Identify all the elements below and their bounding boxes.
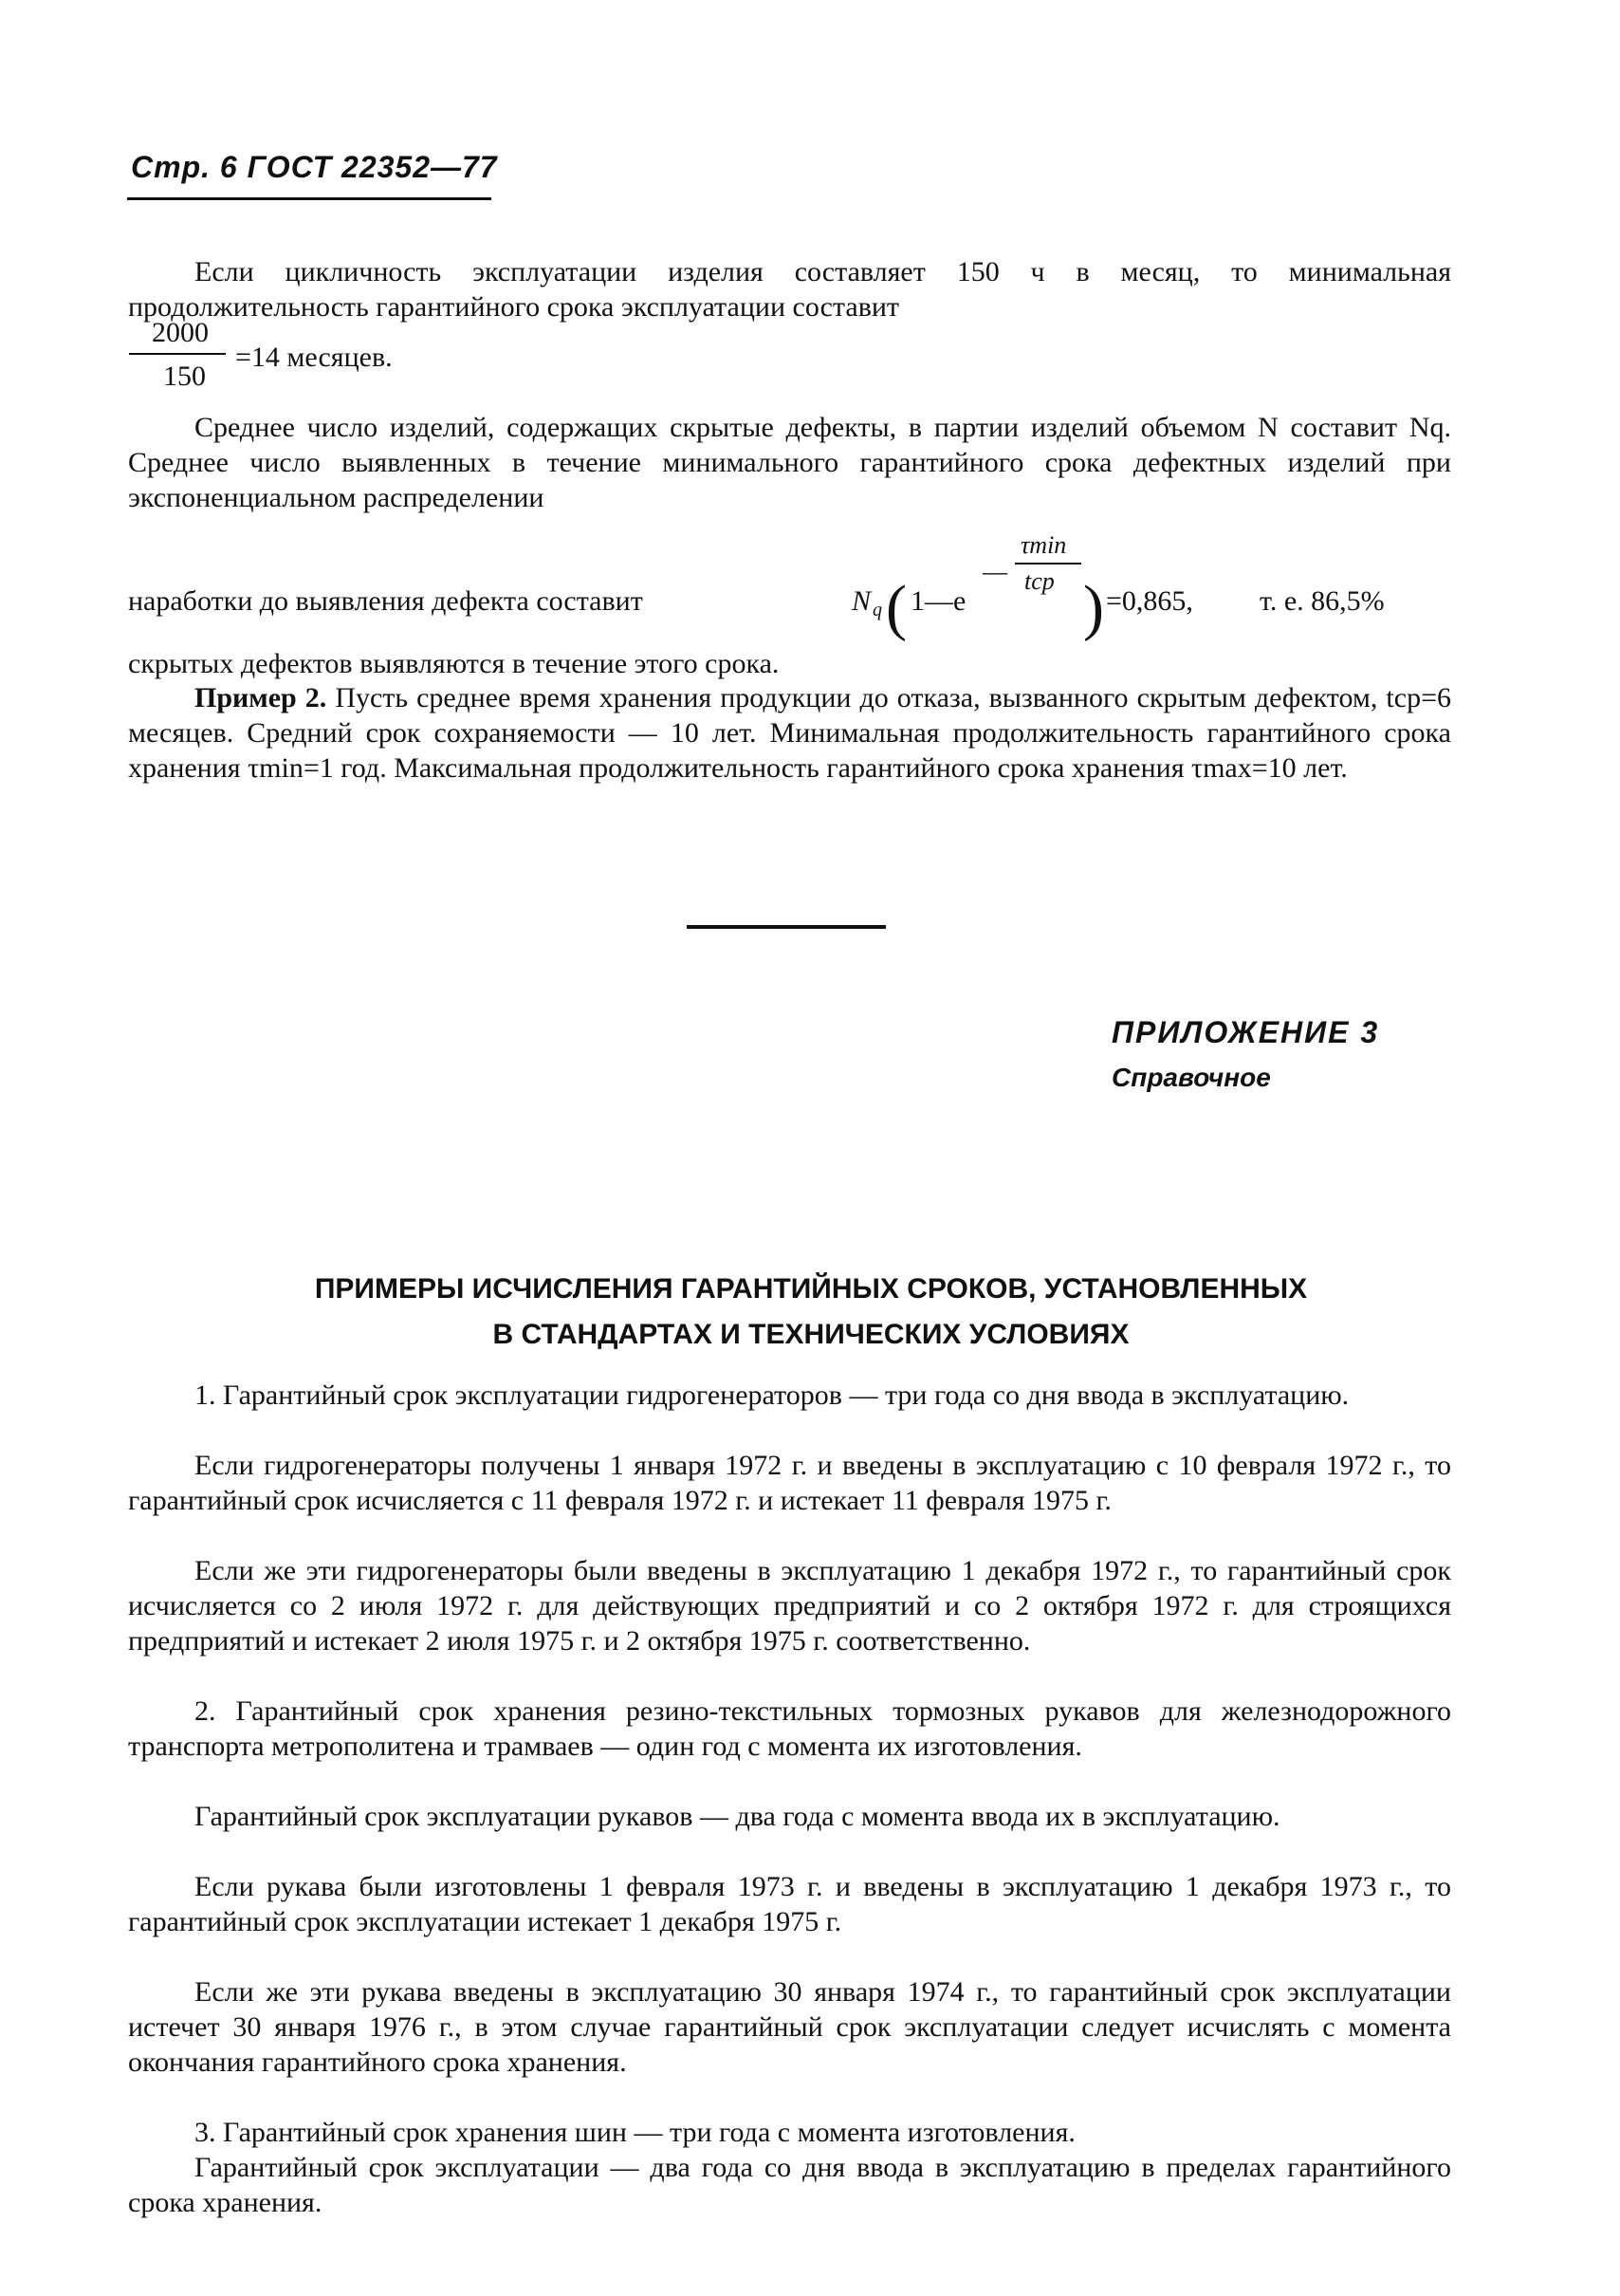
paragraph-example-2 <box>128 680 1451 786</box>
formula-n: N <box>852 585 872 617</box>
page-header: Стр. 6 ГОСТ 22352—77 <box>131 150 498 184</box>
formula-result: =0,865, <box>1106 585 1193 617</box>
formula-close-paren: ) <box>1083 573 1104 642</box>
item-2-example-a: Если рукава были изготовлены 1 февраля 1973 г. и введены в эксплуатацию 1 декабря 1973 г., то гарантийный срок эксплуатации истекает 1 декабря 1975 г. <box>128 1871 1451 1937</box>
formula-percent: т. е. 86,5% <box>1260 585 1385 617</box>
appendix-title: ПРИЛОЖЕНИЕ 3 <box>1112 1015 1380 1049</box>
paragraph-cyclicity: Если цикличность эксплуатации изделия составляет 150 ч в месяц, то минимальная продолжительность гарантийного срока эксплуатации составит <box>128 256 1451 323</box>
example-2-label: Пример 2. <box>194 682 327 713</box>
formula-tau-min: τmin <box>1021 531 1067 559</box>
header-rule <box>127 197 491 200</box>
fraction-result: =14 месяцев. <box>235 342 393 373</box>
item-1-example-a: Если гидрогенераторы получены 1 января 1972 г. и введены в эксплуатацию с 10 февраля 1972 г., то гарантийный срок исчисляется с 11 февраля 1972 г. и истекает 11 февраля 1975 г. <box>128 1450 1451 1516</box>
example-2-text: Пусть среднее время хранения продукции до отказа, вызванного скрытым дефектом, tср=6 месяцев. Средний срок сохраняемости — 10 лет. Минимальная продолжительность гарантийного срока хранения τmin=1 год. Максимальная продолжительность гарантийного срока хранения τmax=10 лет. <box>128 682 1451 784</box>
paragraph-hidden-defects: Среднее число изделий, содержащих скрытые дефекты, в партии изделий объемом N составит Nq. Среднее число выявленных в течение минимального гарантийного срока дефектных изделий при экспоненциальном распределении <box>128 412 1451 513</box>
formula-open-paren: ( <box>886 573 907 642</box>
exp-formula <box>852 531 1459 645</box>
center-divider <box>687 925 886 929</box>
appendix-subtitle: Справочное <box>1112 1063 1271 1092</box>
section-title-line-2: В СТАНДАРТАХ И ТЕХНИЧЕСКИХ УСЛОВИЯХ <box>492 1319 1130 1350</box>
fraction-denominator: 150 <box>163 361 206 392</box>
formula-exp-bar <box>1015 563 1081 565</box>
formula-line-start: наработки до выявления дефекта составит <box>128 585 643 617</box>
fraction-numerator: 2000 <box>152 317 209 348</box>
section-title-line-1: ПРИМЕРЫ ИСЧИСЛЕНИЯ ГАРАНТИЙНЫХ СРОКОВ, УСТАНОВЛЕННЫХ <box>314 1273 1308 1305</box>
item-3-operation: Гарантийный срок эксплуатации — два года со дня ввода в эксплуатацию в пределах гарантийного срока хранения. <box>128 2152 1451 2218</box>
item-1: 1. Гарантийный срок эксплуатации гидрогенераторов — три года со дня ввода в эксплуатацию. <box>194 1379 1350 1411</box>
item-1-example-b: Если же эти гидрогенераторы были введены в эксплуатацию 1 декабря 1972 г., то гарантийный срок исчисляется со 2 июля 1972 г. для действующих предприятий и со 2 октября 1972 г. для строящихся предприятий и истекает 2 июля 1975 г. и 2 октября 1975 г. соответственно. <box>128 1555 1451 1657</box>
section-title <box>133 1267 1489 1358</box>
item-3: 3. Гарантийный срок хранения шин — три года с момента изготовления. <box>194 2117 1076 2148</box>
item-2-operation: Гарантийный срок эксплуатации рукавов — два года с момента ввода их в эксплуатацию. <box>194 1801 1280 1832</box>
formula-one-minus-e: 1—e <box>911 585 966 617</box>
formula-line-end: скрытых дефектов выявляются в течение этого срока. <box>128 648 780 679</box>
item-2: 2. Гарантийный срок хранения резино-текстильных тормозных рукавов для железнодорожного транспорта метрополитена и трамваев — один год с момента их изготовления. <box>128 1695 1451 1762</box>
formula-q: q <box>873 600 882 620</box>
formula-minus: — <box>983 558 1007 585</box>
item-2-example-b: Если же эти рукава введены в эксплуатацию 30 января 1974 г., то гарантийный срок эксплуатации истечет 30 января 1976 г., в этом случае гарантийный срок эксплуатации следует исчислять с момента окончания гарантийного срока хранения. <box>128 1976 1451 2078</box>
formula-t-cp: tср <box>1024 567 1055 595</box>
fraction-bar <box>129 353 226 355</box>
